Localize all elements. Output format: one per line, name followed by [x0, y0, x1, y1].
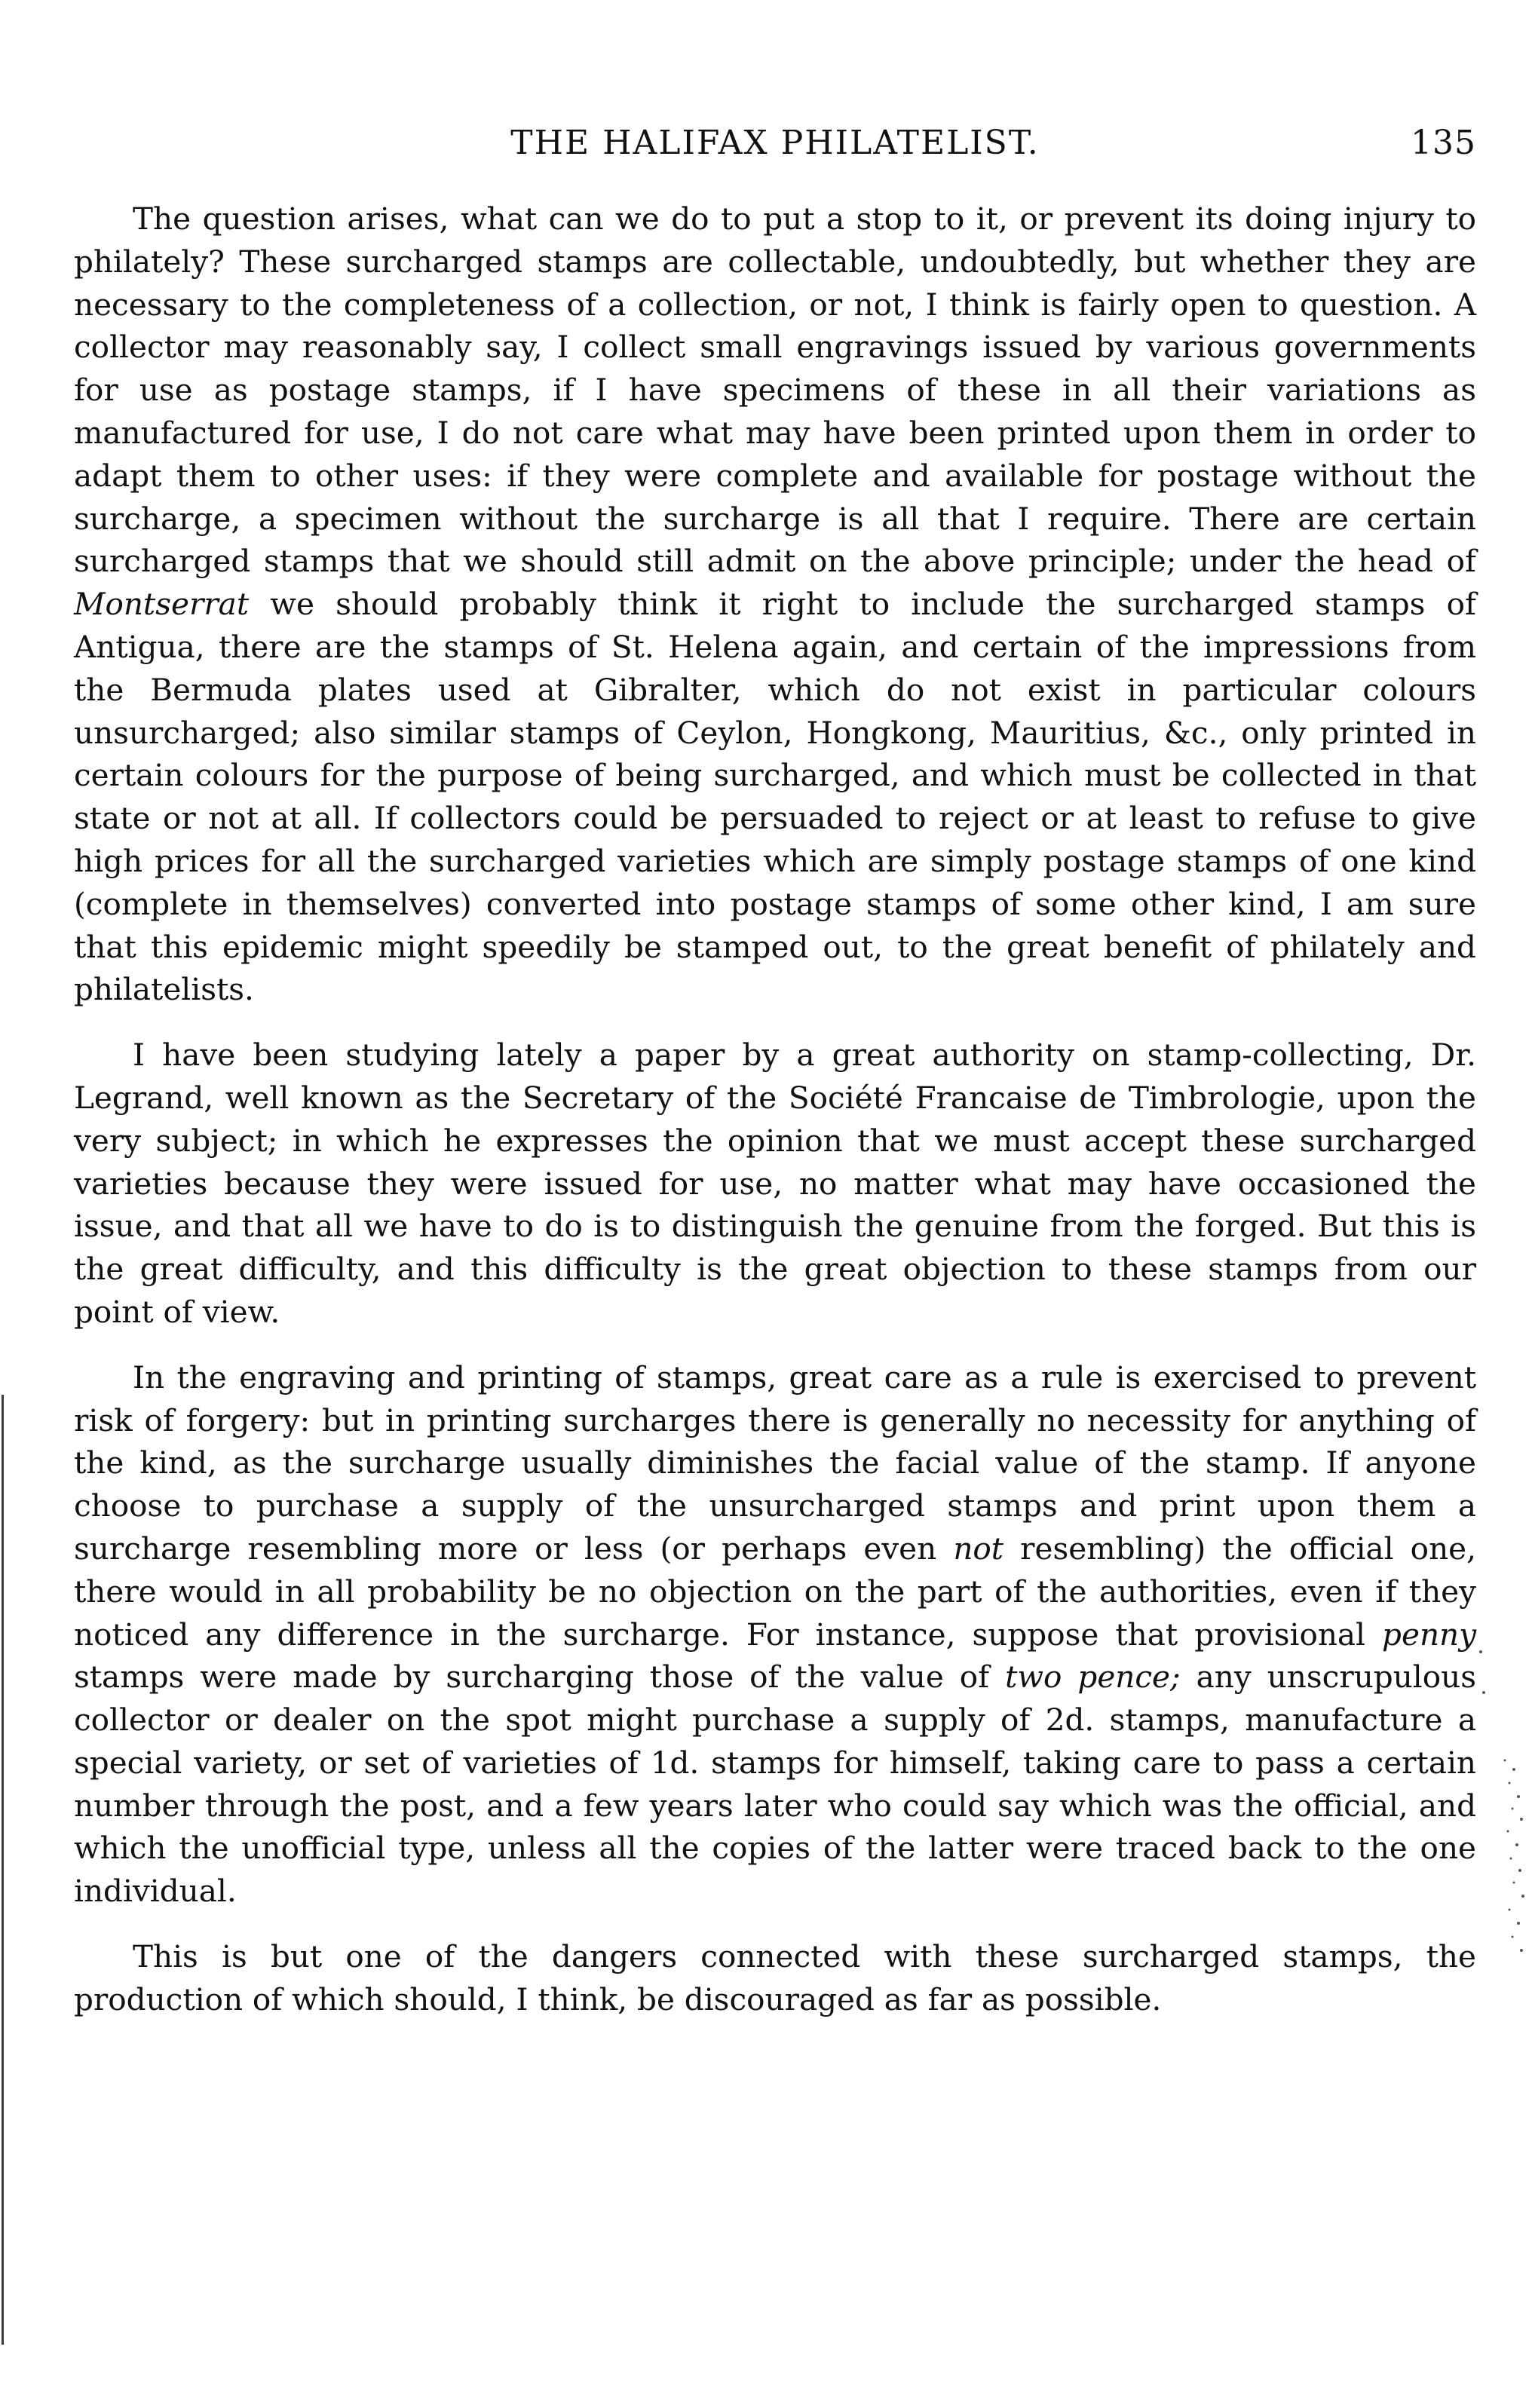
text-run: resembling) the official one, there would in all probability be no objection on the part of the authorities, even if they noticed any difference in the surcharge. For instance, suppose that provisional	[74, 1530, 1476, 1653]
text-run: we should probably think it right to include the surcharged stamps of Antigua, there are the stamps of St. Helena again, and certain of the impressions from the Bermuda plates used at Gibralter, which do not exist in particular colours unsurcharged; also similar stamps of Ceylon, Hongkong, Mauritius, &c., only printed in certain colours for the purpose of being surcharged, and which must be collected in that state or not at all. If collectors could be persuaded to reject or at least to refuse to give high prices for all the surcharged varieties which are simply postage stamps of one kind (complete in themselves) converted into postage stamps of some other kind, I am sure that this epidemic might speedily be stamped out, to the great benefit of philately and philatelists.	[74, 586, 1476, 1008]
text-run: This is but one of the dangers connected with these surcharged stamps, the production of which should, I think, be discouraged as far as possible.	[74, 1938, 1476, 2017]
paragraph-legrand	[74, 1034, 1476, 1334]
article-body	[74, 198, 1476, 2044]
text-run: any unscrupulous collector or dealer on the spot might purchase a supply of 2d. stamps, manufacture a special variety, or set of varieties of 1d. stamps for himself, taking care to pass a certain number through the post, and a few years later who could say which was the official, and which the unofficial type, unless all the copies of the latter were traced back to the one individual.	[74, 1659, 1476, 1910]
italic-run: penny	[1382, 1616, 1476, 1653]
page-number: 135	[1411, 124, 1476, 162]
italic-run: Montserrat	[74, 586, 250, 623]
running-head	[74, 121, 1476, 166]
paragraph-dangers	[74, 1935, 1476, 2021]
text-run: In the engraving and printing of stamps, great care as a rule is exercised to prevent risk of forgery: but in printing surcharges there is generally no necessity for anything of the kind, as the surcharge usually diminishes the facial value of the stamp. If anyone choose to purchase a supply of the unsurcharged stamps and print upon them a surcharge resembling more or less (or perhaps even	[74, 1359, 1476, 1567]
paragraph-forgery-risk	[74, 1356, 1476, 1913]
journal-title: THE HALIFAX PHILATELIST.	[510, 124, 1040, 162]
italic-run: not	[953, 1530, 1004, 1567]
text-run: stamps were made by surcharging those of the value of	[74, 1659, 1006, 1696]
text-run: I have been studying lately a paper by a great authority on stamp-collecting, Dr. Legrand, well known as the Secretary of the Société Francaise de Timbrologie, upon the very subject; in which he expresses the opinion that we must accept these surcharged varieties because they were issued for use, no matter what may have occasioned the issue, and that all we have to do is to distinguish the genuine from the forged. But this is the great difficulty, and this difficulty is the great objection to these stamps from our point of view.	[74, 1037, 1476, 1330]
italic-run: two pence;	[1005, 1659, 1181, 1696]
text-run: The question arises, what can we do to put a stop to it, or prevent its doing injury to philately? These surcharged stamps are collectable, undoubtedly, but whether they are necessary to the completeness of a collection, or not, I think is fairly open to question. A collector may reasonably say, I collect small engravings issued by various governments for use as postage stamps, if I have specimens of these in all their variations as manufactured for use, I do not care what may have been printed upon them in order to adapt them to other uses: if they were complete and available for postage without the surcharge, a specimen without the surcharge is all that I require. There are certain surcharged stamps that we should still admit on the above principle; under the head of	[74, 201, 1476, 580]
margin-speckle-noise	[1475, 1647, 1527, 1964]
paragraph-surcharge-question	[74, 198, 1476, 1011]
scan-edge-shadow	[2, 1395, 4, 2345]
